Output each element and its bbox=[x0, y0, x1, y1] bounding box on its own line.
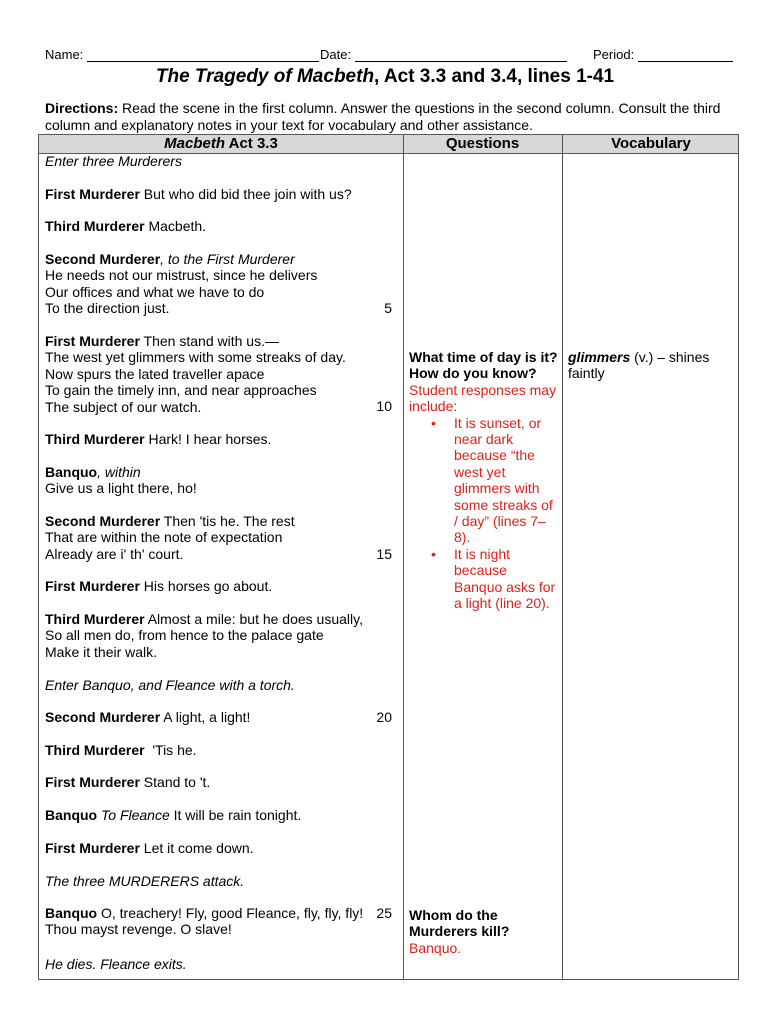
speaker: First Murderer bbox=[45, 578, 140, 594]
speech-text: It will be rain tonight. bbox=[169, 807, 302, 823]
speaker: First Murderer bbox=[45, 333, 140, 349]
verse-line: Now spurs the lated traveller apace bbox=[45, 365, 265, 382]
vocab-definition: (v.) – shines faintly bbox=[568, 349, 710, 382]
speech bbox=[45, 774, 210, 790]
title-play: The Tragedy of Macbeth bbox=[155, 66, 375, 87]
answer-text: It is sunset, or near dark because “the west yet glimmers with some streaks of / day” (lines 7–8). bbox=[454, 414, 553, 546]
speech bbox=[45, 333, 346, 415]
verse-line: He needs not our mistrust, since he delivers bbox=[45, 267, 318, 284]
verse-line: So all men do, from hence to the palace gate bbox=[45, 627, 324, 644]
speech-text: But who did bid thee join with us? bbox=[139, 186, 352, 202]
speech bbox=[45, 218, 206, 234]
speaker: Second Murderer bbox=[45, 251, 161, 267]
column-divider bbox=[562, 135, 563, 979]
speaker: First Murderer bbox=[45, 840, 140, 856]
speaker: Third Murderer bbox=[45, 218, 145, 234]
date-blank[interactable] bbox=[355, 49, 567, 62]
verse-line: To gain the timely inn, and near approaches bbox=[45, 382, 317, 399]
name-field bbox=[45, 47, 319, 62]
speech bbox=[45, 611, 363, 660]
stage-direction: , to the First Murderer bbox=[160, 251, 295, 267]
speech-text: 'Tis he. bbox=[144, 742, 197, 758]
speaker: Banquo bbox=[45, 464, 98, 480]
speech-text: O, treachery! Fly, good Fleance, fly, fly, fly! bbox=[97, 905, 364, 921]
speech-text: Hark! I hear horses. bbox=[144, 431, 272, 447]
header-scene-play: Macbeth bbox=[164, 135, 226, 152]
speech bbox=[45, 742, 197, 758]
speaker: First Murderer bbox=[45, 186, 140, 202]
speech bbox=[45, 905, 363, 938]
verse-line: Already are i' th' court. bbox=[45, 545, 184, 562]
vocab-word: glimmers bbox=[568, 349, 631, 365]
speech bbox=[45, 251, 317, 317]
speech bbox=[45, 709, 250, 725]
line-number: 15 bbox=[376, 546, 392, 562]
period-blank[interactable] bbox=[638, 49, 733, 62]
line-number: 20 bbox=[376, 709, 392, 725]
header-scene bbox=[39, 135, 403, 153]
speech bbox=[45, 431, 271, 447]
question-text: Whom do the Murderers kill? bbox=[409, 907, 510, 940]
speech-text: Stand to 't. bbox=[139, 774, 211, 790]
speech-text: His horses go about. bbox=[139, 578, 273, 594]
speaker: Third Murderer bbox=[45, 431, 145, 447]
speech bbox=[45, 807, 301, 823]
name-blank[interactable] bbox=[87, 49, 319, 62]
speech-text: Almost a mile: but he does usually, bbox=[144, 611, 363, 627]
speech bbox=[45, 464, 197, 497]
answer-intro: Student responses may include: bbox=[409, 381, 557, 415]
speaker: Third Murderer bbox=[45, 742, 145, 758]
stage-direction: , within bbox=[97, 464, 141, 480]
period-label: Period: bbox=[593, 47, 635, 62]
question-2 bbox=[409, 907, 559, 956]
verse-line: Our offices and what we have to do bbox=[45, 283, 265, 300]
bullet-icon: • bbox=[431, 545, 436, 562]
line-number: 5 bbox=[384, 300, 392, 316]
verse-line: The west yet glimmers with some streaks of day. bbox=[45, 349, 346, 366]
speech-text: Then stand with us.— bbox=[139, 333, 279, 349]
answer-bullet bbox=[409, 415, 559, 546]
stage-direction: Enter three Murderers bbox=[45, 153, 182, 169]
speech-text: Let it come down. bbox=[139, 840, 254, 856]
speaker: Second Murderer bbox=[45, 513, 161, 529]
header-questions: Questions bbox=[445, 135, 520, 152]
directions-text: Read the scene in the first column. Answer the questions in the second column. Consult the third column and explanatory notes in your text for vocabulary and other assistance. bbox=[45, 100, 721, 133]
header-scene-act: Act 3.3 bbox=[225, 135, 278, 152]
stage-direction: He dies. Fleance exits. bbox=[45, 956, 187, 972]
date-field bbox=[320, 47, 567, 62]
verse-line: The subject of our watch. bbox=[45, 398, 202, 415]
speech-text: Macbeth. bbox=[144, 218, 207, 234]
answer-bullet bbox=[409, 546, 559, 612]
verse-line: Give us a light there, ho! bbox=[45, 480, 197, 497]
verse-line: To the direction just. bbox=[45, 300, 170, 317]
question-1 bbox=[409, 349, 559, 612]
speech bbox=[45, 186, 352, 202]
speaker: Third Murderer bbox=[45, 611, 145, 627]
speech bbox=[45, 578, 272, 594]
directions bbox=[45, 100, 735, 134]
speaker: Second Murderer bbox=[45, 709, 161, 725]
speaker: Banquo bbox=[45, 807, 98, 823]
speech bbox=[45, 840, 254, 856]
answer-text: It is night because Banquo asks for a light (line 20). bbox=[454, 545, 556, 612]
verse-line: Thou mayst revenge. O slave! bbox=[45, 921, 232, 938]
verse-line: Make it their walk. bbox=[45, 643, 158, 660]
question-text: What time of day is it? How do you know? bbox=[409, 349, 558, 382]
name-label: Name: bbox=[45, 47, 84, 62]
answer-text: Banquo. bbox=[409, 939, 462, 956]
speech-text: Then 'tis he. The rest bbox=[160, 513, 295, 529]
stage-direction: The three MURDERERS attack. bbox=[45, 873, 245, 889]
speaker: First Murderer bbox=[45, 774, 140, 790]
stage-direction: Enter Banquo, and Fleance with a torch. bbox=[45, 677, 295, 693]
line-number: 10 bbox=[376, 398, 392, 414]
line-number: 25 bbox=[376, 905, 392, 921]
speech-text: A light, a light! bbox=[160, 709, 251, 725]
page-title bbox=[0, 66, 770, 88]
column-divider bbox=[403, 135, 404, 979]
stage-direction: To Fleance bbox=[97, 807, 170, 823]
period-field bbox=[593, 47, 733, 62]
directions-label: Directions: bbox=[45, 100, 119, 116]
speaker: Banquo bbox=[45, 905, 98, 921]
bullet-icon: • bbox=[431, 414, 436, 431]
header-vocabulary: Vocabulary bbox=[611, 135, 691, 152]
verse-line: That are within the note of expectation bbox=[45, 529, 283, 546]
speech bbox=[45, 513, 295, 562]
title-rest: , Act 3.3 and 3.4, lines 1-41 bbox=[374, 66, 615, 87]
vocab-entry bbox=[568, 349, 728, 382]
date-label: Date: bbox=[320, 47, 352, 62]
